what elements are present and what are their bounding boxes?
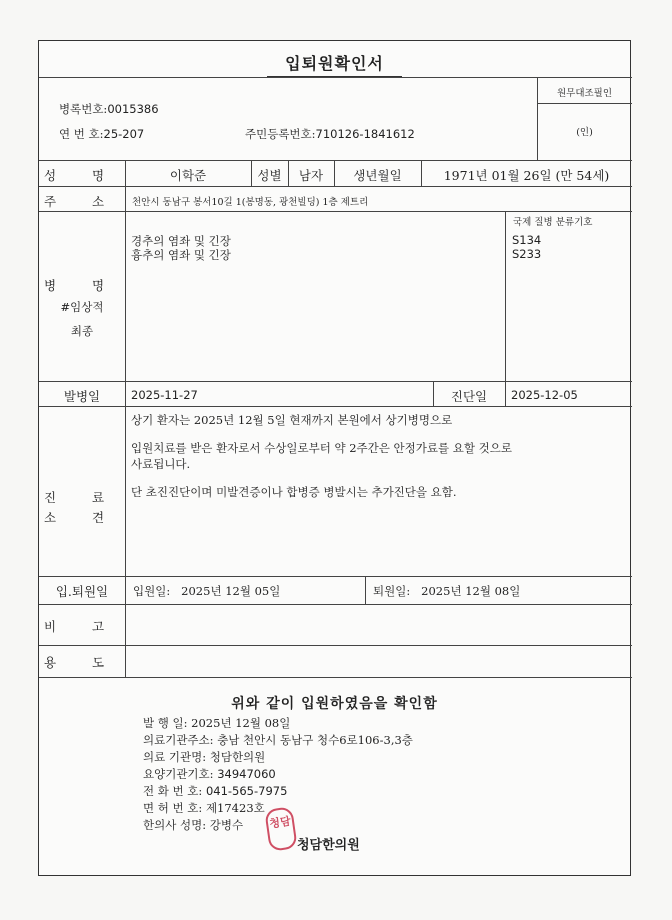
institution-name: 의료 기관명: 청담한의원 (143, 750, 266, 764)
divider (39, 186, 632, 187)
divider (39, 160, 632, 161)
document-title: 입퇴원확인서 (39, 51, 630, 74)
certificate-frame (38, 40, 631, 876)
divider (39, 406, 632, 407)
institution-address: 의료기관주소: 충남 천안시 동남구 청수6로106-3,3층 (143, 733, 413, 747)
serial-number: 연 번 호:25-207 (59, 127, 145, 141)
admission-in: 입원일: 2025년 12월 05일 (133, 584, 281, 598)
license-number: 면 허 번 호: 제17423호 (143, 801, 265, 815)
opinion-line: 상기 환자는 2025년 12월 5일 현재까지 본원에서 상기병명으로 (131, 413, 453, 427)
confirmation-statement: 위와 같이 입원하였음을 확인함 (231, 696, 438, 712)
phone-number: 전 화 번 호: 041-565-7975 (143, 784, 288, 798)
opinion-label-1: 진 료 (43, 490, 121, 505)
institution-code: 요양기관기호: 34947060 (143, 767, 276, 781)
patient-sex: 남자 (298, 168, 324, 183)
seal-stamp: 청담 (264, 806, 298, 851)
divider (39, 381, 632, 382)
disease-code: S134 (512, 233, 542, 247)
patient-name: 이학준 (169, 168, 207, 183)
name-label: 성 명 (43, 168, 121, 183)
disease-item: 경추의 염좌 및 긴장 (131, 234, 231, 248)
divider (39, 576, 632, 577)
disease-sublabel-clinical: #임상적 (60, 300, 104, 314)
record-number: 병록번호:0015386 (59, 102, 159, 116)
onset-label: 발병일 (63, 389, 101, 404)
divider (365, 576, 366, 604)
opinion-line: 입원치료를 받은 환자로서 수상일로부터 약 2주간은 안정가료를 요할 것으로 (131, 441, 512, 455)
divider (505, 381, 506, 406)
divider (39, 604, 632, 605)
doctor-name: 한의사 성명: 강병수 (143, 818, 244, 832)
seal-box-mark: (인) (576, 127, 593, 138)
onset-date: 2025-11-27 (131, 388, 198, 402)
disease-item: 흉추의 염좌 및 긴장 (131, 248, 231, 262)
opinion-line: 단 초진진단이며 미발견증이나 합병증 병발시는 추가진단을 요함. (131, 485, 457, 499)
address-value: 천안시 동남구 봉서10길 1(봉명동, 광천빌딩) 1층 제트리 (132, 197, 369, 208)
disease-code-header: 국제 질병 분류기호 (513, 217, 593, 228)
divider (125, 160, 126, 677)
resident-number: 주민등록번호:710126-1841612 (245, 127, 415, 141)
address-label: 주 소 (43, 194, 121, 209)
disease-code: S233 (512, 247, 542, 261)
admission-out: 퇴원일: 2025년 12월 08일 (373, 584, 521, 598)
clinic-signature: 청담한의원 (297, 838, 360, 853)
purpose-label: 용 도 (43, 655, 121, 670)
divider (39, 645, 632, 646)
seal-box-label: 원무대조필인 (556, 88, 613, 99)
admission-label: 입.퇴원일 (55, 584, 109, 599)
sex-label: 성별 (257, 168, 282, 183)
opinion-line: 사료됩니다. (131, 457, 191, 471)
opinion-label-2: 소 견 (43, 510, 121, 525)
divider (39, 77, 632, 78)
diagnosis-date: 2025-12-05 (511, 388, 578, 402)
divider (505, 211, 506, 381)
disease-label: 병 명 (43, 278, 121, 293)
divider (537, 103, 632, 104)
issue-date: 발 행 일: 2025년 12월 08일 (143, 716, 291, 730)
diagnosis-date-label: 진단일 (450, 389, 488, 404)
disease-sublabel-final: 최종 (70, 324, 94, 338)
remarks-label: 비 고 (43, 619, 121, 634)
patient-birth: 1971년 01월 26일 (만 54세) (443, 168, 610, 183)
divider (39, 211, 632, 212)
birth-label: 생년월일 (353, 168, 402, 183)
divider (39, 677, 632, 678)
